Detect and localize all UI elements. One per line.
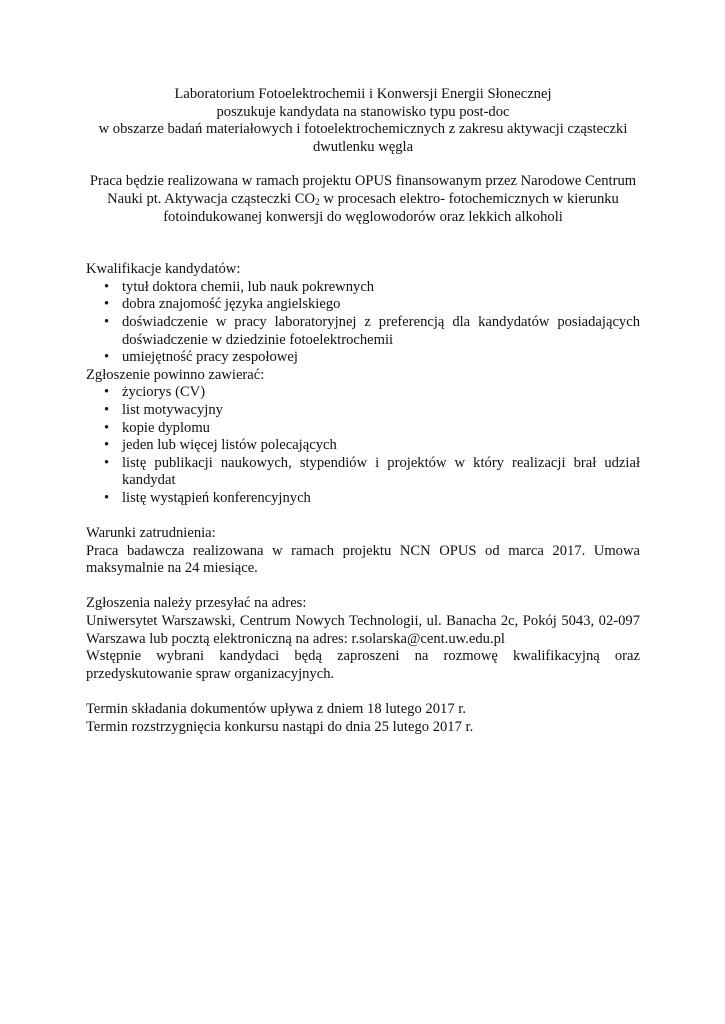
deadlines-section bbox=[86, 701, 640, 736]
bullet-icon: • bbox=[104, 489, 110, 506]
bullet-icon: • bbox=[104, 454, 110, 471]
application-section bbox=[86, 367, 640, 508]
bullet-icon: • bbox=[104, 401, 110, 418]
project-text: Nauki pt. Aktywacja cząsteczki CO bbox=[107, 190, 316, 207]
header-line: dwutlenku węgla bbox=[312, 138, 414, 155]
qualifications-section bbox=[86, 261, 640, 367]
list-item: • umiejętność pracy zespołowej bbox=[104, 349, 298, 366]
project-description bbox=[86, 173, 640, 226]
bullet-icon: • bbox=[104, 278, 110, 295]
qualifications-list bbox=[86, 279, 640, 367]
bullet-icon: • bbox=[104, 349, 110, 366]
contact-address: Uniwersytet Warszawski, Centrum Nowych Technologii, ul. Banacha 2c, Pokój 5043, 02-097 bbox=[86, 613, 640, 630]
header-line: Laboratorium Fotoelektrochemii i Konwersji Energii Słonecznej bbox=[174, 86, 552, 102]
list-item: • jeden lub więcej listów polecających bbox=[104, 437, 337, 454]
deadline-line: Termin rozstrzygnięcia konkursu nastąpi do dnia 25 lutego 2017 r. bbox=[86, 718, 474, 735]
list-item: • list motywacyjny bbox=[104, 401, 223, 418]
contact-line: Warszawa lub pocztą elektroniczną na adres: r.solarska@cent.uw.edu.pl bbox=[86, 630, 505, 647]
project-text: w procesach elektro- fotochemicznych w kierunku bbox=[319, 190, 619, 207]
list-item: • doświadczenie w pracy laboratoryjnej z preferencją dla kandydatów posiadających doświadczenie w dziedzinie fotoelektrochemii bbox=[104, 313, 640, 348]
bullet-icon: • bbox=[104, 437, 110, 454]
contact-heading: Zgłoszenia należy przesyłać na adres: bbox=[86, 595, 307, 612]
contact-line: przedyskutowanie spraw organizacyjnych. bbox=[86, 665, 335, 682]
deadline-line: Termin składania dokumentów upływa z dniem 18 lutego 2017 r. bbox=[86, 701, 466, 717]
co2-subscript: 2 bbox=[315, 197, 320, 208]
contact-line: Wstępnie wybrani kandydaci będą zaproszeni na rozmowę kwalifikacyjną oraz bbox=[86, 648, 640, 665]
header-line: w obszarze badań materiałowych i fotoelektrochemicznych z zakresu aktywacji cząsteczki bbox=[98, 121, 628, 138]
job-announcement-header bbox=[86, 86, 640, 156]
bullet-icon: • bbox=[104, 313, 110, 330]
employment-line: Praca badawcza realizowana w ramach projektu NCN OPUS od marca 2017. Umowa bbox=[86, 542, 640, 559]
qualifications-heading: Kwalifikacje kandydatów: bbox=[86, 261, 241, 278]
employment-line: maksymalnie na 24 miesiące. bbox=[86, 560, 258, 577]
list-item: • tytuł doktora chemii, lub nauk pokrewnych bbox=[104, 278, 375, 295]
bullet-icon: • bbox=[104, 296, 110, 313]
bullet-icon: • bbox=[104, 419, 110, 436]
document-page bbox=[86, 86, 640, 736]
application-list bbox=[86, 384, 640, 507]
email-address[interactable]: r.solarska@cent.uw.edu.pl bbox=[351, 630, 505, 647]
employment-section bbox=[86, 525, 640, 578]
application-heading: Zgłoszenie powinno zawierać: bbox=[86, 366, 265, 383]
list-item: • dobra znajomość języka angielskiego bbox=[104, 296, 341, 313]
bullet-icon: • bbox=[104, 384, 110, 401]
list-item: • listę wystąpień konferencyjnych bbox=[104, 489, 311, 506]
list-item: • życiorys (CV) bbox=[104, 384, 206, 401]
project-line bbox=[86, 191, 640, 209]
list-item: • listę publikacji naukowych, stypendiów i projektów w który realizacji brał udział kandydat bbox=[104, 454, 640, 489]
project-line: Praca będzie realizowana w ramach projektu OPUS finansowanym przez Narodowe Centrum bbox=[89, 173, 637, 190]
contact-section bbox=[86, 595, 640, 683]
employment-heading: Warunki zatrudnienia: bbox=[86, 525, 216, 542]
header-line: poszukuje kandydata na stanowisko typu post-doc bbox=[216, 103, 510, 120]
list-item: • kopie dyplomu bbox=[104, 419, 210, 436]
project-line: fotoindukowanej konwersji do węglowodorów oraz lekkich alkoholi bbox=[163, 208, 563, 225]
